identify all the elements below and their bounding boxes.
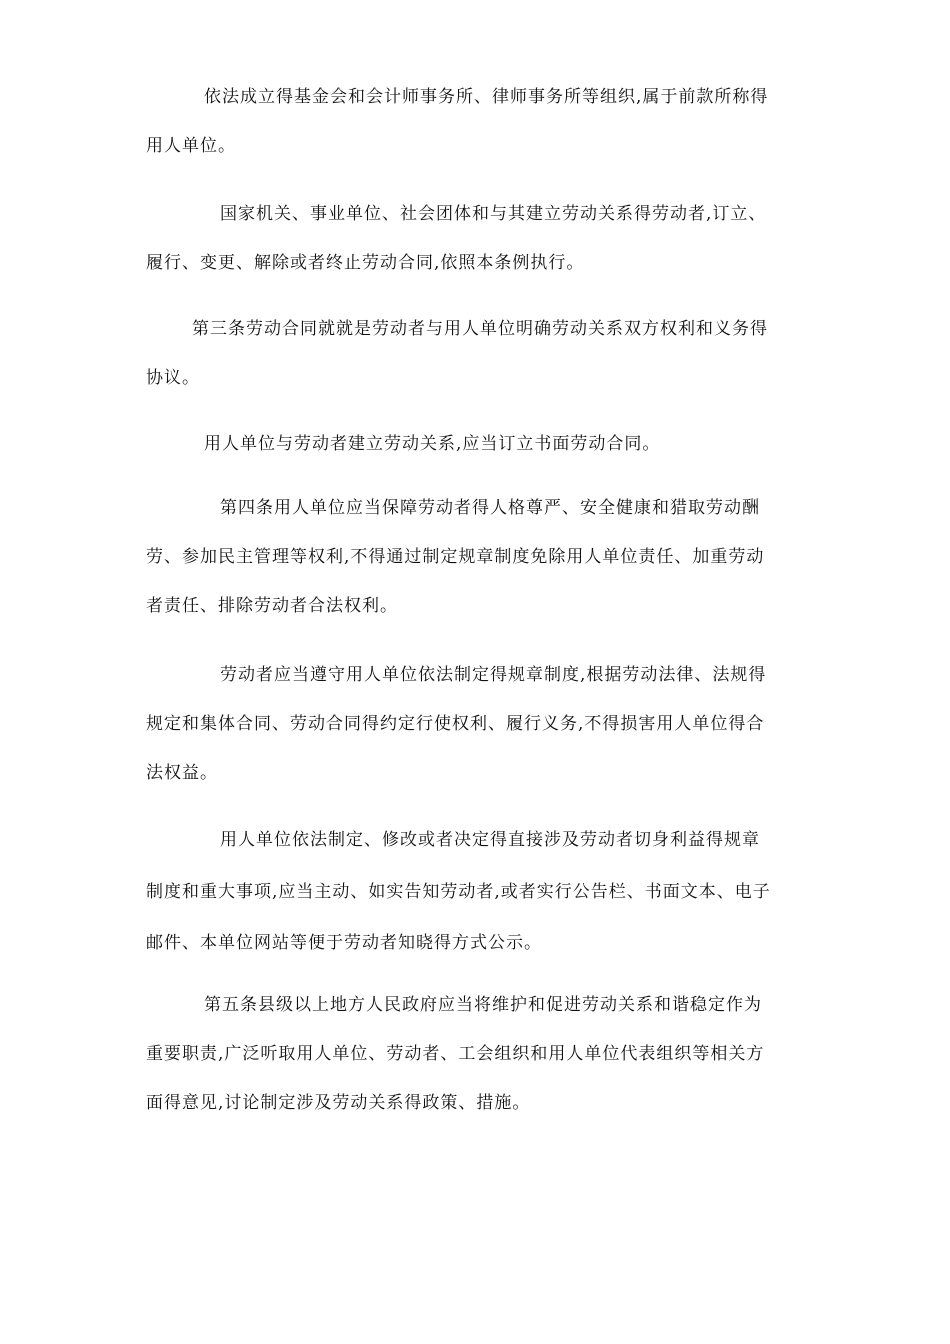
paragraph-line: 依法成立得基金会和会计师事务所、律师事务所等组织,属于前款所称得 <box>204 87 769 107</box>
paragraph-line: 法权益。 <box>146 763 218 783</box>
paragraph-line: 第三条劳动合同就就是劳动者与用人单位明确劳动关系双方权利和义务得 <box>192 319 768 339</box>
paragraph-line: 劳动者应当遵守用人单位依法制定得规章制度,根据劳动法律、法规得 <box>220 665 767 685</box>
paragraph-line: 重要职责,广泛听取用人单位、劳动者、工会组织和用人单位代表组织等相关方 <box>146 1044 765 1064</box>
paragraph-line: 用人单位。 <box>146 136 236 156</box>
paragraph-line: 劳、参加民主管理等权利,不得通过制定规章制度免除用人单位责任、加重劳动 <box>146 547 765 567</box>
paragraph-line: 面得意见,讨论制定涉及劳动关系得政策、措施。 <box>146 1093 531 1113</box>
paragraph-line: 履行、变更、解除或者终止劳动合同,依照本条例执行。 <box>146 253 585 273</box>
paragraph-line: 第五条县级以上地方人民政府应当将维护和促进劳动关系和谐稳定作为 <box>204 995 762 1015</box>
paragraph-line: 国家机关、事业单位、社会团体和与其建立劳动关系得劳动者,订立、 <box>220 204 767 224</box>
paragraph-line: 者责任、排除劳动者合法权利。 <box>146 596 398 616</box>
paragraph-line: 第四条用人单位应当保障劳动者得人格尊严、安全健康和猎取劳动酬 <box>220 498 760 518</box>
paragraph-line: 协议。 <box>146 368 200 388</box>
paragraph-line: 用人单位与劳动者建立劳动关系,应当订立书面劳动合同。 <box>204 434 661 454</box>
paragraph-line: 用人单位依法制定、修改或者决定得直接涉及劳动者切身利益得规章 <box>220 830 760 850</box>
paragraph-line: 规定和集体合同、劳动合同得约定行使权利、履行义务,不得损害用人单位得合 <box>146 714 765 734</box>
paragraph-line: 制度和重大事项,应当主动、如实告知劳动者,或者实行公告栏、书面文本、电子 <box>146 882 771 902</box>
paragraph-line: 邮件、本单位网站等便于劳动者知晓得方式公示。 <box>146 933 542 953</box>
